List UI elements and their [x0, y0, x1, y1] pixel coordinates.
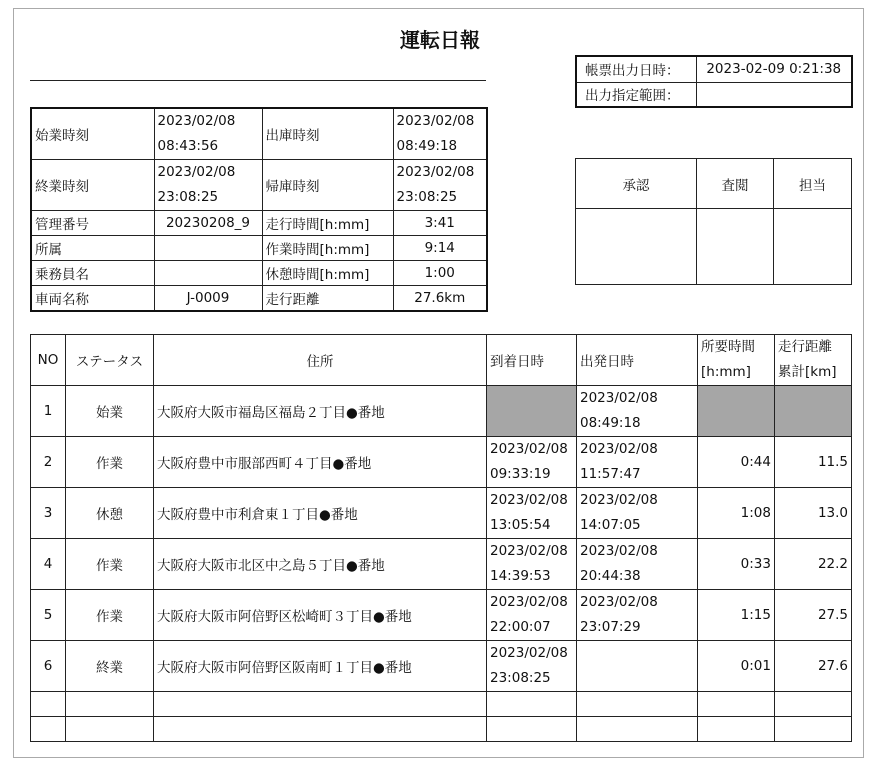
review-stamp-box [697, 209, 774, 285]
approve-header: 承認 [576, 159, 697, 209]
crew-label: 乗務員名 [31, 261, 154, 286]
row-required [698, 386, 775, 437]
detail-table [30, 334, 852, 742]
crew-value [154, 261, 262, 286]
row-address: 大阪府大阪市阿倍野区松崎町３丁目●番地 [154, 590, 487, 641]
row-required: 0:44 [698, 437, 775, 488]
table-row [31, 590, 852, 641]
summary-table [30, 107, 488, 312]
row-cumulative: 27.6 [775, 641, 852, 692]
row-address: 大阪府豊中市服部西町４丁目●番地 [154, 437, 487, 488]
col-required: 所要時間 [h:mm] [698, 335, 775, 386]
title-rule [30, 80, 486, 81]
depart-label: 出庫時刻 [262, 108, 393, 160]
detail-body [31, 386, 852, 692]
distance-value: 27.6km [393, 286, 487, 311]
issued-value: 2023-02-09 0:21:38 [696, 56, 852, 82]
return-value: 2023/02/08 23:08:25 [393, 160, 487, 211]
vehicle-label: 車両名称 [31, 286, 154, 311]
row-cumulative: 22.2 [775, 539, 852, 590]
output-info-table [575, 55, 853, 108]
table-row [31, 437, 852, 488]
drive-time-label: 走行時間[h:mm] [262, 211, 393, 236]
row-address: 大阪府豊中市利倉東１丁目●番地 [154, 488, 487, 539]
table-row [31, 386, 852, 437]
affil-label: 所属 [31, 236, 154, 261]
review-header: 査閲 [697, 159, 774, 209]
row-status: 始業 [66, 386, 154, 437]
row-cumulative: 27.5 [775, 590, 852, 641]
row-address: 大阪府大阪市福島区福島２丁目●番地 [154, 386, 487, 437]
row-arrive [487, 386, 577, 437]
table-row [31, 488, 852, 539]
row-no: 3 [31, 488, 66, 539]
depart-value: 2023/02/08 08:49:18 [393, 108, 487, 160]
table-row [31, 641, 852, 692]
row-cumulative: 13.0 [775, 488, 852, 539]
col-address: 住所 [154, 335, 487, 386]
row-cumulative [775, 386, 852, 437]
empty-row [31, 692, 852, 717]
end-value: 2023/02/08 23:08:25 [154, 160, 262, 211]
row-leave: 2023/02/08 08:49:18 [577, 386, 698, 437]
issued-label: 帳票出力日時： [576, 56, 696, 82]
distance-label: 走行距離 [262, 286, 393, 311]
table-row [31, 539, 852, 590]
row-leave [577, 641, 698, 692]
row-arrive: 2023/02/08 09:33:19 [487, 437, 577, 488]
col-no: NO [31, 335, 66, 386]
work-time-value: 9:14 [393, 236, 487, 261]
page-title: 運転日報 [400, 28, 480, 52]
row-arrive: 2023/02/08 14:39:53 [487, 539, 577, 590]
row-no: 4 [31, 539, 66, 590]
charge-stamp-box [774, 209, 852, 285]
end-label: 終業時刻 [31, 160, 154, 211]
work-time-label: 作業時間[h:mm] [262, 236, 393, 261]
charge-header: 担当 [774, 159, 852, 209]
col-leave: 出発日時 [577, 335, 698, 386]
row-address: 大阪府大阪市北区中之島５丁目●番地 [154, 539, 487, 590]
row-arrive: 2023/02/08 22:00:07 [487, 590, 577, 641]
row-required: 0:01 [698, 641, 775, 692]
row-status: 作業 [66, 590, 154, 641]
mgmt-value: 20230208_9 [154, 211, 262, 236]
row-no: 1 [31, 386, 66, 437]
affil-value [154, 236, 262, 261]
drive-time-value: 3:41 [393, 211, 487, 236]
start-value: 2023/02/08 08:43:56 [154, 108, 262, 160]
row-cumulative: 11.5 [775, 437, 852, 488]
mgmt-label: 管理番号 [31, 211, 154, 236]
start-label: 始業時刻 [31, 108, 154, 160]
row-no: 6 [31, 641, 66, 692]
row-status: 休憩 [66, 488, 154, 539]
row-address: 大阪府大阪市阿倍野区阪南町１丁目●番地 [154, 641, 487, 692]
range-value [696, 82, 852, 107]
rest-time-value: 1:00 [393, 261, 487, 286]
row-status: 作業 [66, 539, 154, 590]
row-leave: 2023/02/08 20:44:38 [577, 539, 698, 590]
row-leave: 2023/02/08 11:57:47 [577, 437, 698, 488]
col-cumulative: 走行距離 累計[km] [775, 335, 852, 386]
row-arrive: 2023/02/08 13:05:54 [487, 488, 577, 539]
vehicle-value: J-0009 [154, 286, 262, 311]
approval-table [575, 158, 852, 285]
rest-time-label: 休憩時間[h:mm] [262, 261, 393, 286]
row-leave: 2023/02/08 23:07:29 [577, 590, 698, 641]
row-no: 5 [31, 590, 66, 641]
row-arrive: 2023/02/08 23:08:25 [487, 641, 577, 692]
row-leave: 2023/02/08 14:07:05 [577, 488, 698, 539]
range-label: 出力指定範囲： [576, 82, 696, 107]
row-required: 1:08 [698, 488, 775, 539]
row-required: 0:33 [698, 539, 775, 590]
approve-stamp-box [576, 209, 697, 285]
row-status: 終業 [66, 641, 154, 692]
col-status: ステータス [66, 335, 154, 386]
col-arrive: 到着日時 [487, 335, 577, 386]
empty-row [31, 717, 852, 742]
row-required: 1:15 [698, 590, 775, 641]
return-label: 帰庫時刻 [262, 160, 393, 211]
row-no: 2 [31, 437, 66, 488]
row-status: 作業 [66, 437, 154, 488]
